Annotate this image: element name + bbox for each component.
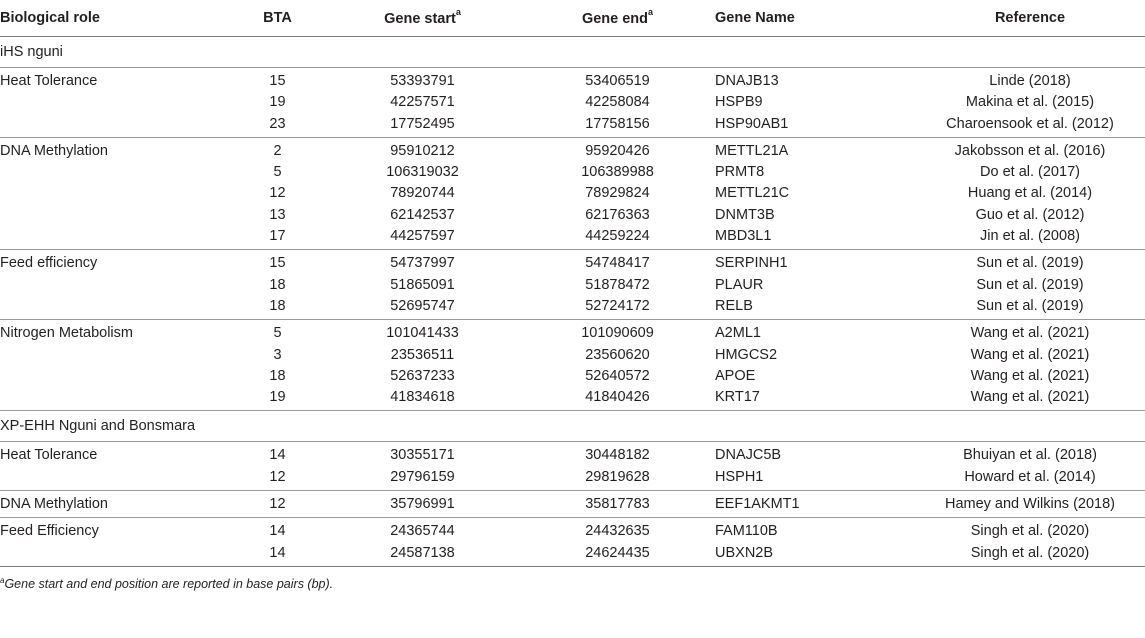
cell-gene-end: 52640572: [585, 367, 650, 384]
cell-reference: Howard et al. (2014): [964, 468, 1096, 485]
table-row: [0, 137, 1145, 162]
cell-gene-end: 17758156: [585, 115, 650, 132]
cell-bta: 15: [230, 250, 325, 275]
cell-reference: Wang et al. (2021): [915, 320, 1145, 345]
cell-gene-name: UBXN2B: [715, 544, 774, 561]
cell-gene-start: 51865091: [390, 276, 455, 293]
cell-gene-name: APOE: [715, 367, 756, 384]
cell-gene-name: KRT17: [715, 389, 760, 406]
table-row: [0, 275, 1145, 296]
cell-gene-end: 24432635: [520, 518, 715, 543]
table-row: [0, 250, 1145, 275]
cell-biological-role: [0, 275, 230, 296]
cell-reference: Guo et al. (2012): [975, 206, 1085, 223]
table-row: [0, 467, 1145, 491]
table-row: [0, 320, 1145, 345]
cell-bta: 2: [230, 137, 325, 162]
cell-gene-start: 101041433: [325, 320, 520, 345]
cell-gene-start: 62142537: [390, 206, 455, 223]
cell-reference: Sun et al. (2019): [976, 297, 1084, 314]
cell-gene-start: 106319032: [386, 164, 459, 181]
table-row: [0, 68, 1145, 93]
cell-gene-name: DNAJC5B: [715, 442, 915, 467]
cell-reference: Jakobsson et al. (2016): [915, 137, 1145, 162]
table-row: [0, 296, 1145, 320]
cell-bta: 17: [269, 228, 286, 245]
cell-reference: Hamey and Wilkins (2018): [915, 491, 1145, 518]
cell-biological-role: [0, 183, 230, 204]
cell-gene-end: 78929824: [585, 185, 650, 202]
cell-gene-name: DNAJB13: [715, 68, 915, 93]
cell-gene-start: 52695747: [390, 297, 455, 314]
cell-bta: 12: [269, 185, 286, 202]
section-row: [0, 411, 1145, 442]
cell-biological-role: Feed Efficiency: [0, 518, 230, 543]
header-gene-name: Gene Name: [715, 0, 915, 37]
cell-biological-role: [0, 543, 230, 566]
cell-gene-end: 52724172: [585, 297, 650, 314]
cell-reference: Wang et al. (2021): [970, 346, 1090, 363]
header-bta: BTA: [230, 0, 325, 37]
cell-gene-start: 54737997: [325, 250, 520, 275]
cell-gene-end: 30448182: [520, 442, 715, 467]
cell-gene-start: 52637233: [390, 367, 455, 384]
cell-gene-name: METTL21C: [715, 185, 790, 202]
cell-reference: Wang et al. (2021): [970, 389, 1090, 406]
cell-gene-end: 42258084: [585, 94, 650, 111]
cell-gene-name: FAM110B: [715, 518, 915, 543]
section-title: iHS nguni: [0, 44, 63, 60]
cell-gene-name: DNMT3B: [715, 206, 775, 223]
cell-gene-name: HSP90AB1: [715, 115, 789, 132]
cell-gene-end: 101090609: [520, 320, 715, 345]
cell-gene-end: 51878472: [585, 276, 650, 293]
cell-gene-end: 41840426: [585, 389, 650, 406]
cell-biological-role: [0, 366, 230, 387]
cell-gene-end: 53406519: [520, 68, 715, 93]
table-bottom-rule: [0, 566, 1145, 567]
cell-gene-start: 78920744: [390, 185, 455, 202]
cell-bta: 18: [269, 367, 286, 384]
cell-biological-role: [0, 345, 230, 366]
table-row: [0, 183, 1145, 204]
header-gene-end: Gene end$^a$: [520, 0, 715, 37]
cell-biological-role: [0, 205, 230, 226]
cell-reference: Singh et al. (2020): [915, 518, 1145, 543]
section-row: [0, 37, 1145, 68]
cell-biological-role: Nitrogen Metabolism: [0, 320, 230, 345]
cell-gene-name: PRMT8: [715, 164, 765, 181]
cell-gene-end: 44259224: [585, 228, 650, 245]
header-biological-role: Biological role: [0, 0, 230, 37]
cell-reference: Do et al. (2017): [980, 164, 1080, 181]
cell-gene-name: MBD3L1: [715, 228, 772, 245]
cell-biological-role: Heat Tolerance: [0, 442, 230, 467]
cell-gene-end: 23560620: [585, 346, 650, 363]
table-row: [0, 162, 1145, 183]
cell-bta: 3: [273, 346, 282, 363]
cell-gene-name: METTL21A: [715, 137, 915, 162]
cell-gene-start: 41834618: [390, 389, 455, 406]
cell-reference: Huang et al. (2014): [967, 185, 1093, 202]
table-row: [0, 205, 1145, 226]
cell-gene-name: RELB: [715, 297, 753, 314]
cell-gene-name: HMGCS2: [715, 346, 778, 363]
cell-biological-role: [0, 387, 230, 411]
cell-biological-role: DNA Methylation: [0, 137, 230, 162]
cell-gene-start: 29796159: [390, 468, 455, 485]
table-row: [0, 345, 1145, 366]
cell-gene-start: 30355171: [325, 442, 520, 467]
cell-gene-start: 23536511: [390, 346, 455, 363]
cell-bta: 5: [230, 320, 325, 345]
cell-biological-role: [0, 162, 230, 183]
section-title: XP-EHH Nguni and Bonsmara: [0, 411, 1145, 442]
cell-biological-role: Heat Tolerance: [0, 68, 230, 93]
cell-gene-name: SERPINH1: [715, 250, 915, 275]
cell-bta: 14: [230, 442, 325, 467]
table-row: [0, 366, 1145, 387]
cell-bta: 12: [269, 468, 286, 485]
cell-bta: 19: [269, 389, 286, 406]
cell-bta: 19: [269, 94, 286, 111]
cell-gene-name: A2ML1: [715, 320, 915, 345]
cell-bta: 13: [269, 206, 286, 223]
table-header: [0, 0, 1145, 37]
cell-biological-role: Feed efficiency: [0, 250, 230, 275]
header-reference: Reference: [915, 0, 1145, 37]
cell-gene-end: 95920426: [520, 137, 715, 162]
cell-reference: Charoensook et al. (2012): [946, 115, 1114, 132]
cell-gene-end: 54748417: [520, 250, 715, 275]
table-row: [0, 491, 1145, 518]
cell-biological-role: [0, 296, 230, 320]
cell-biological-role: [0, 467, 230, 491]
cell-bta: 14: [269, 544, 286, 561]
header-gene-start: Gene start$^a$: [325, 0, 520, 37]
cell-gene-end: 106389988: [581, 164, 654, 181]
cell-reference: Sun et al. (2019): [976, 276, 1084, 293]
cell-gene-name: HSPH1: [715, 468, 764, 485]
cell-bta: 23: [269, 115, 286, 132]
table-row: [0, 442, 1145, 467]
table-row: [0, 92, 1145, 113]
table-row: [0, 387, 1145, 411]
cell-gene-start: 24365744: [325, 518, 520, 543]
cell-reference: Makina et al. (2015): [965, 94, 1095, 111]
cell-biological-role: [0, 226, 230, 250]
table-footnote: $^a$Gene start and end position are reported in base pairs (bp).: [0, 575, 334, 592]
cell-gene-start: 44257597: [390, 228, 455, 245]
cell-reference: Bhuiyan et al. (2018): [915, 442, 1145, 467]
table-row: [0, 114, 1145, 138]
cell-gene-end: 29819628: [585, 468, 650, 485]
table-row: [0, 226, 1145, 250]
cell-gene-end: 62176363: [585, 206, 650, 223]
cell-gene-start: 42257571: [390, 94, 455, 111]
cell-biological-role: DNA Methylation: [0, 491, 230, 518]
cell-gene-name: HSPB9: [715, 94, 763, 111]
cell-gene-start: 24587138: [390, 544, 455, 561]
cell-bta: 15: [230, 68, 325, 93]
cell-bta: 12: [230, 491, 325, 518]
cell-reference: Linde (2018): [915, 68, 1145, 93]
cell-bta: 18: [269, 297, 286, 314]
cell-bta: 18: [269, 276, 286, 293]
cell-gene-start: 53393791: [325, 68, 520, 93]
cell-reference: Sun et al. (2019): [915, 250, 1145, 275]
cell-reference: Wang et al. (2021): [970, 367, 1090, 384]
table-row: [0, 543, 1145, 566]
table-body: [0, 37, 1145, 566]
cell-biological-role: [0, 114, 230, 138]
cell-gene-name: PLAUR: [715, 276, 764, 293]
cell-gene-start: 35796991: [325, 491, 520, 518]
cell-biological-role: [0, 92, 230, 113]
cell-reference: Jin et al. (2008): [980, 228, 1080, 245]
cell-gene-start: 17752495: [390, 115, 455, 132]
cell-bta: 5: [273, 164, 282, 181]
cell-gene-end: 24624435: [585, 544, 650, 561]
cell-gene-start: 95910212: [325, 137, 520, 162]
cell-reference: Singh et al. (2020): [970, 544, 1090, 561]
cell-gene-end: 35817783: [520, 491, 715, 518]
cell-bta: 14: [230, 518, 325, 543]
cell-gene-name: EEF1AKMT1: [715, 491, 915, 518]
table-row: [0, 518, 1145, 543]
